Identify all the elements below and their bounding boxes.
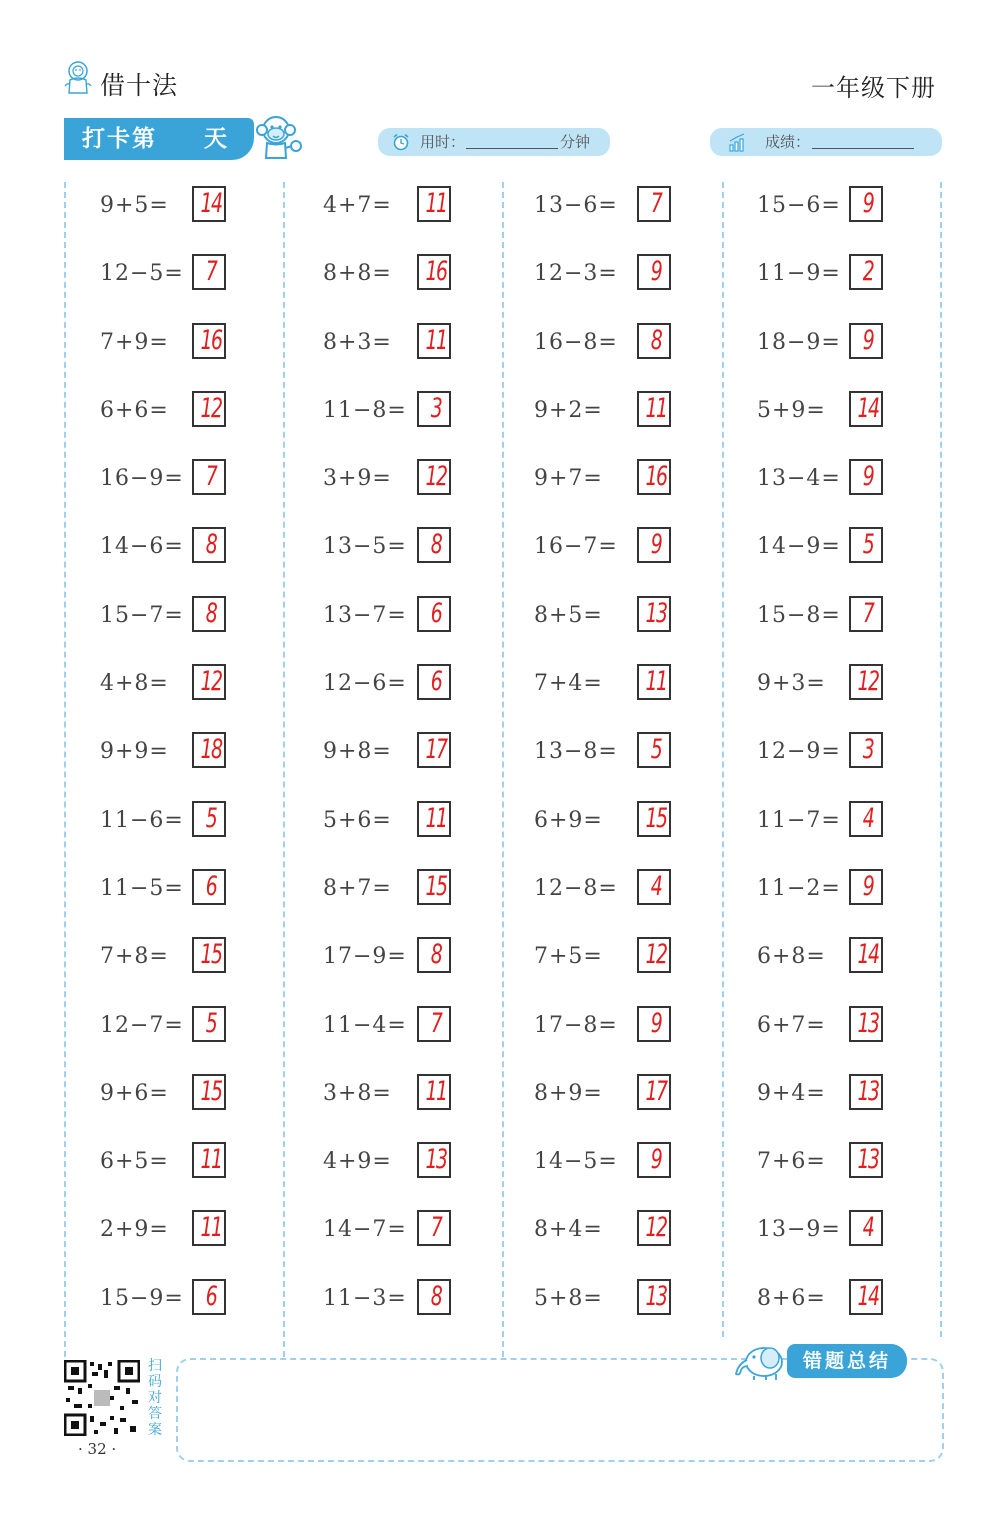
handwritten-answer: 3 bbox=[862, 734, 874, 766]
answer-box[interactable] bbox=[417, 937, 451, 973]
answer-box[interactable] bbox=[849, 527, 883, 563]
column-divider bbox=[64, 182, 66, 1357]
problem-row bbox=[757, 801, 967, 869]
problem-row bbox=[100, 1006, 310, 1074]
problem-column-1 bbox=[100, 186, 310, 1347]
answer-box[interactable] bbox=[192, 391, 226, 427]
handwritten-answer: 9 bbox=[862, 188, 874, 219]
answer-box[interactable] bbox=[637, 937, 671, 973]
problem-row bbox=[534, 596, 744, 664]
handwritten-answer: 13 bbox=[857, 1144, 879, 1176]
problem-equation: 14−5= bbox=[534, 1149, 618, 1175]
handwritten-answer: 17 bbox=[425, 734, 447, 766]
handwritten-answer: 16 bbox=[645, 461, 667, 493]
problem-row bbox=[323, 801, 533, 869]
answer-box[interactable] bbox=[849, 937, 883, 973]
problem-column-2 bbox=[323, 186, 533, 1347]
handwritten-answer: 18 bbox=[200, 734, 222, 766]
lion-mascot-icon bbox=[62, 60, 94, 96]
handwritten-answer: 5 bbox=[862, 529, 874, 561]
page-number: · 32 · bbox=[78, 1440, 117, 1458]
problem-equation: 7+4= bbox=[534, 671, 603, 697]
problem-row bbox=[534, 1006, 744, 1074]
handwritten-answer: 5 bbox=[205, 802, 217, 834]
handwritten-answer: 9 bbox=[862, 461, 874, 493]
handwritten-answer: 9 bbox=[650, 1007, 662, 1039]
answer-box[interactable] bbox=[849, 664, 883, 700]
problem-equation: 12−6= bbox=[323, 671, 407, 697]
handwritten-answer: 12 bbox=[645, 1212, 667, 1244]
problem-row bbox=[757, 732, 967, 800]
checkin-label-right: 天 bbox=[204, 126, 229, 152]
problem-equation: 11−9= bbox=[757, 261, 841, 287]
handwritten-answer: 13 bbox=[645, 597, 667, 629]
problem-row bbox=[757, 664, 967, 732]
handwritten-answer: 7 bbox=[205, 461, 217, 493]
answer-box[interactable] bbox=[849, 801, 883, 837]
handwritten-answer: 17 bbox=[645, 1075, 667, 1107]
handwritten-answer: 6 bbox=[205, 870, 217, 902]
problem-equation: 9+8= bbox=[323, 739, 392, 765]
handwritten-answer: 14 bbox=[200, 188, 222, 219]
problem-row bbox=[100, 596, 310, 664]
checkin-banner bbox=[64, 118, 254, 160]
problem-row bbox=[757, 459, 967, 527]
handwritten-answer: 11 bbox=[425, 324, 447, 356]
problem-row bbox=[323, 596, 533, 664]
handwritten-answer: 6 bbox=[430, 666, 442, 698]
problem-equation: 8+9= bbox=[534, 1080, 603, 1106]
answer-box[interactable] bbox=[417, 1142, 451, 1178]
problem-row bbox=[100, 801, 310, 869]
problem-row bbox=[757, 869, 967, 937]
problem-equation: 8+3= bbox=[323, 329, 392, 355]
problem-row bbox=[100, 1210, 310, 1278]
answer-box[interactable] bbox=[192, 596, 226, 632]
problem-equation: 3+9= bbox=[323, 466, 392, 492]
scan-for-answers-label: 扫码对答案 bbox=[148, 1358, 162, 1438]
handwritten-answer: 7 bbox=[430, 1212, 442, 1244]
problem-equation: 13−4= bbox=[757, 466, 841, 492]
handwritten-answer: 14 bbox=[857, 1280, 879, 1312]
problem-row bbox=[534, 1074, 744, 1142]
handwritten-answer: 13 bbox=[425, 1144, 447, 1176]
score-label: 成绩： bbox=[765, 133, 811, 151]
problem-row bbox=[100, 1074, 310, 1142]
problem-row bbox=[534, 732, 744, 800]
answer-box[interactable] bbox=[417, 801, 451, 837]
problem-row bbox=[757, 937, 967, 1005]
handwritten-answer: 15 bbox=[425, 870, 447, 902]
answer-box[interactable] bbox=[849, 1006, 883, 1042]
answer-box[interactable] bbox=[849, 1210, 883, 1246]
score-field bbox=[710, 128, 942, 156]
answer-box[interactable] bbox=[417, 1074, 451, 1110]
answer-box[interactable] bbox=[192, 1279, 226, 1315]
problem-equation: 13−8= bbox=[534, 739, 618, 765]
answer-box[interactable] bbox=[849, 869, 883, 905]
grade-label: 一年级下册 bbox=[811, 74, 936, 102]
problem-equation: 8+6= bbox=[757, 1285, 826, 1311]
handwritten-answer: 11 bbox=[425, 188, 447, 219]
answer-box[interactable] bbox=[849, 459, 883, 495]
handwritten-answer: 12 bbox=[200, 392, 222, 424]
problem-row bbox=[323, 1006, 533, 1074]
answer-box[interactable] bbox=[637, 1074, 671, 1110]
problem-row bbox=[757, 527, 967, 595]
problem-equation: 7+6= bbox=[757, 1149, 826, 1175]
answer-box[interactable] bbox=[192, 1142, 226, 1178]
answer-box[interactable] bbox=[637, 254, 671, 290]
handwritten-answer: 9 bbox=[650, 1144, 662, 1176]
problem-equation: 14−9= bbox=[757, 534, 841, 560]
handwritten-answer: 15 bbox=[200, 939, 222, 971]
answer-box[interactable] bbox=[849, 391, 883, 427]
problem-row bbox=[534, 1279, 744, 1347]
answer-box[interactable] bbox=[192, 186, 226, 222]
answer-box[interactable] bbox=[637, 1279, 671, 1315]
problem-equation: 9+6= bbox=[100, 1080, 169, 1106]
problem-row bbox=[534, 937, 744, 1005]
problem-equation: 13−9= bbox=[757, 1217, 841, 1243]
time-field bbox=[378, 128, 610, 156]
problem-row bbox=[534, 527, 744, 595]
problem-equation: 6+8= bbox=[757, 944, 826, 970]
handwritten-answer: 13 bbox=[857, 1075, 879, 1107]
problem-equation: 16−8= bbox=[534, 329, 618, 355]
problem-row bbox=[100, 732, 310, 800]
problem-equation: 8+4= bbox=[534, 1217, 603, 1243]
answer-box[interactable] bbox=[192, 869, 226, 905]
answer-box[interactable] bbox=[417, 391, 451, 427]
handwritten-answer: 6 bbox=[430, 597, 442, 629]
handwritten-answer: 12 bbox=[200, 666, 222, 698]
problem-equation: 11−8= bbox=[323, 397, 407, 423]
handwritten-answer: 11 bbox=[645, 392, 667, 424]
handwritten-answer: 13 bbox=[645, 1280, 667, 1312]
answer-box[interactable] bbox=[192, 323, 226, 359]
problem-row bbox=[757, 323, 967, 391]
handwritten-answer: 4 bbox=[862, 802, 874, 834]
problem-row bbox=[757, 596, 967, 664]
problem-equation: 4+8= bbox=[100, 671, 169, 697]
problem-equation: 4+9= bbox=[323, 1149, 392, 1175]
problem-equation: 6+7= bbox=[757, 1012, 826, 1038]
problem-equation: 16−9= bbox=[100, 466, 184, 492]
problem-row bbox=[534, 186, 744, 254]
problem-equation: 6+5= bbox=[100, 1149, 169, 1175]
problem-row bbox=[534, 1142, 744, 1210]
problem-row bbox=[534, 801, 744, 869]
answer-box[interactable] bbox=[637, 459, 671, 495]
answer-box[interactable] bbox=[417, 459, 451, 495]
problem-row bbox=[100, 1142, 310, 1210]
handwritten-answer: 8 bbox=[430, 1280, 442, 1312]
handwritten-answer: 5 bbox=[650, 734, 662, 766]
answer-box[interactable] bbox=[417, 1006, 451, 1042]
answer-box[interactable] bbox=[637, 801, 671, 837]
handwritten-answer: 8 bbox=[430, 939, 442, 971]
answer-box[interactable] bbox=[417, 664, 451, 700]
answer-box[interactable] bbox=[849, 323, 883, 359]
problem-equation: 15−7= bbox=[100, 602, 184, 628]
answer-box[interactable] bbox=[192, 254, 226, 290]
problem-equation: 5+8= bbox=[534, 1285, 603, 1311]
handwritten-answer: 13 bbox=[857, 1007, 879, 1039]
handwritten-answer: 11 bbox=[425, 1075, 447, 1107]
problem-row bbox=[757, 1210, 967, 1278]
problem-equation: 14−6= bbox=[100, 534, 184, 560]
mistake-summary-tag: 错题总结 bbox=[787, 1344, 907, 1378]
problem-row bbox=[757, 1006, 967, 1074]
answer-box[interactable] bbox=[417, 254, 451, 290]
problem-row bbox=[323, 1210, 533, 1278]
problem-equation: 7+8= bbox=[100, 944, 169, 970]
problem-equation: 8+8= bbox=[323, 261, 392, 287]
problem-row bbox=[323, 732, 533, 800]
problem-row bbox=[323, 254, 533, 322]
problem-equation: 2+9= bbox=[100, 1217, 169, 1243]
answer-box[interactable] bbox=[849, 596, 883, 632]
problem-row bbox=[534, 323, 744, 391]
problem-equation: 17−8= bbox=[534, 1012, 618, 1038]
problem-equation: 3+8= bbox=[323, 1080, 392, 1106]
problem-row bbox=[757, 1074, 967, 1142]
handwritten-answer: 15 bbox=[645, 802, 667, 834]
time-unit: 分钟 bbox=[560, 133, 591, 151]
handwritten-answer: 4 bbox=[862, 1212, 874, 1244]
problem-equation: 12−5= bbox=[100, 261, 184, 287]
problem-equation: 6+9= bbox=[534, 807, 603, 833]
problem-equation: 9+7= bbox=[534, 466, 603, 492]
answer-box[interactable] bbox=[849, 1279, 883, 1315]
answer-box[interactable] bbox=[637, 1006, 671, 1042]
problem-row bbox=[323, 391, 533, 459]
problem-row bbox=[323, 459, 533, 527]
answer-box[interactable] bbox=[849, 1142, 883, 1178]
problem-row bbox=[534, 664, 744, 732]
answer-box[interactable] bbox=[417, 596, 451, 632]
handwritten-answer: 2 bbox=[862, 256, 874, 288]
problem-row bbox=[323, 869, 533, 937]
problem-equation: 17−9= bbox=[323, 944, 407, 970]
answer-box[interactable] bbox=[192, 937, 226, 973]
problem-equation: 9+4= bbox=[757, 1080, 826, 1106]
answer-box[interactable] bbox=[637, 869, 671, 905]
answer-box[interactable] bbox=[192, 801, 226, 837]
handwritten-answer: 11 bbox=[200, 1212, 222, 1244]
handwritten-answer: 9 bbox=[650, 529, 662, 561]
problem-row bbox=[757, 254, 967, 322]
handwritten-answer: 7 bbox=[862, 597, 874, 629]
problem-row bbox=[100, 254, 310, 322]
problem-equation: 9+3= bbox=[757, 671, 826, 697]
handwritten-answer: 9 bbox=[862, 870, 874, 902]
handwritten-answer: 7 bbox=[430, 1007, 442, 1039]
handwritten-answer: 5 bbox=[205, 1007, 217, 1039]
problem-row bbox=[323, 664, 533, 732]
problem-equation: 13−7= bbox=[323, 602, 407, 628]
score-blank[interactable] bbox=[812, 132, 914, 149]
handwritten-answer: 8 bbox=[205, 529, 217, 561]
answer-box[interactable] bbox=[417, 869, 451, 905]
answer-box[interactable] bbox=[417, 1210, 451, 1246]
problem-equation: 7+5= bbox=[534, 944, 603, 970]
problem-equation: 12−9= bbox=[757, 739, 841, 765]
problem-equation: 14−7= bbox=[323, 1217, 407, 1243]
problem-row bbox=[100, 1279, 310, 1347]
handwritten-answer: 8 bbox=[430, 529, 442, 561]
answer-box[interactable] bbox=[192, 527, 226, 563]
problem-row bbox=[100, 186, 310, 254]
problem-row bbox=[534, 1210, 744, 1278]
problem-equation: 9+5= bbox=[100, 193, 169, 218]
time-blank[interactable] bbox=[466, 132, 558, 149]
handwritten-answer: 4 bbox=[650, 870, 662, 902]
alarm-clock-icon bbox=[392, 133, 410, 151]
answer-box[interactable] bbox=[637, 596, 671, 632]
qr-code[interactable] bbox=[64, 1360, 140, 1436]
handwritten-answer: 12 bbox=[645, 939, 667, 971]
problem-equation: 15−9= bbox=[100, 1285, 184, 1311]
problem-row bbox=[534, 869, 744, 937]
problem-equation: 12−3= bbox=[534, 261, 618, 287]
problem-row bbox=[757, 1279, 967, 1347]
problem-row bbox=[323, 1074, 533, 1142]
problem-row bbox=[323, 1279, 533, 1347]
problem-row bbox=[323, 323, 533, 391]
problem-row bbox=[534, 391, 744, 459]
problem-row bbox=[100, 869, 310, 937]
problem-equation: 13−6= bbox=[534, 193, 618, 218]
handwritten-answer: 9 bbox=[650, 256, 662, 288]
problem-equation: 4+7= bbox=[323, 193, 392, 218]
problem-row bbox=[757, 1142, 967, 1210]
problem-row bbox=[323, 527, 533, 595]
answer-box[interactable] bbox=[192, 732, 226, 768]
answer-box[interactable] bbox=[637, 527, 671, 563]
answer-box[interactable] bbox=[192, 1074, 226, 1110]
problem-equation: 12−7= bbox=[100, 1012, 184, 1038]
answer-box[interactable] bbox=[417, 1279, 451, 1315]
problem-equation: 7+9= bbox=[100, 329, 169, 355]
answer-box[interactable] bbox=[637, 1142, 671, 1178]
answer-box[interactable] bbox=[637, 186, 671, 222]
handwritten-answer: 7 bbox=[650, 188, 662, 219]
handwritten-answer: 16 bbox=[200, 324, 222, 356]
answer-box[interactable] bbox=[637, 391, 671, 427]
answer-box[interactable] bbox=[849, 186, 883, 222]
problem-row bbox=[100, 527, 310, 595]
answer-box[interactable] bbox=[849, 1074, 883, 1110]
answer-box[interactable] bbox=[637, 664, 671, 700]
problem-equation: 5+6= bbox=[323, 807, 392, 833]
problem-row bbox=[323, 1142, 533, 1210]
answer-box[interactable] bbox=[417, 323, 451, 359]
problem-row bbox=[100, 664, 310, 732]
problem-row bbox=[323, 186, 533, 254]
problem-row bbox=[100, 323, 310, 391]
problem-equation: 11−6= bbox=[100, 807, 184, 833]
handwritten-answer: 14 bbox=[857, 939, 879, 971]
answer-box[interactable] bbox=[637, 1210, 671, 1246]
problem-equation: 13−5= bbox=[323, 534, 407, 560]
checkin-label-left: 打卡第 bbox=[82, 126, 157, 152]
answer-box[interactable] bbox=[192, 664, 226, 700]
handwritten-answer: 3 bbox=[430, 392, 442, 424]
problem-equation: 9+9= bbox=[100, 739, 169, 765]
time-label: 用时： bbox=[420, 133, 466, 151]
handwritten-answer: 12 bbox=[425, 461, 447, 493]
problem-row bbox=[100, 391, 310, 459]
answer-box[interactable] bbox=[417, 732, 451, 768]
handwritten-answer: 8 bbox=[650, 324, 662, 356]
problem-equation: 12−8= bbox=[534, 875, 618, 901]
answer-box[interactable] bbox=[417, 186, 451, 222]
problem-row bbox=[534, 459, 744, 527]
problem-column-4 bbox=[757, 186, 967, 1347]
problem-equation: 5+9= bbox=[757, 397, 826, 423]
problem-equation: 6+6= bbox=[100, 397, 169, 423]
problem-equation: 11−5= bbox=[100, 875, 184, 901]
answer-box[interactable] bbox=[192, 1210, 226, 1246]
handwritten-answer: 16 bbox=[425, 256, 447, 288]
problem-equation: 8+5= bbox=[534, 602, 603, 628]
problem-equation: 16−7= bbox=[534, 534, 618, 560]
problem-equation: 15−8= bbox=[757, 602, 841, 628]
problem-equation: 15−6= bbox=[757, 193, 841, 218]
problem-equation: 11−3= bbox=[323, 1285, 407, 1311]
problem-row bbox=[100, 459, 310, 527]
problem-row bbox=[757, 186, 967, 254]
problem-equation: 18−9= bbox=[757, 329, 841, 355]
bar-chart-icon bbox=[728, 132, 748, 152]
handwritten-answer: 11 bbox=[200, 1144, 222, 1176]
answer-box[interactable] bbox=[637, 323, 671, 359]
problem-equation: 9+2= bbox=[534, 397, 603, 423]
answer-box[interactable] bbox=[849, 254, 883, 290]
problem-equation: 11−2= bbox=[757, 875, 841, 901]
monkey-mascot-icon bbox=[252, 112, 308, 166]
problem-row bbox=[757, 391, 967, 459]
elephant-mascot-icon bbox=[732, 1340, 790, 1382]
problem-equation: 8+7= bbox=[323, 875, 392, 901]
problem-row bbox=[100, 937, 310, 1005]
handwritten-answer: 6 bbox=[205, 1280, 217, 1312]
handwritten-answer: 14 bbox=[857, 392, 879, 424]
problem-equation: 11−7= bbox=[757, 807, 841, 833]
handwritten-answer: 8 bbox=[205, 597, 217, 629]
handwritten-answer: 12 bbox=[857, 666, 879, 698]
handwritten-answer: 11 bbox=[645, 666, 667, 698]
problem-row bbox=[534, 254, 744, 322]
answer-box[interactable] bbox=[849, 732, 883, 768]
handwritten-answer: 15 bbox=[200, 1075, 222, 1107]
handwritten-answer: 11 bbox=[425, 802, 447, 834]
answer-box[interactable] bbox=[417, 527, 451, 563]
answer-box[interactable] bbox=[192, 1006, 226, 1042]
problem-column-3 bbox=[534, 186, 744, 1347]
answer-box[interactable] bbox=[637, 732, 671, 768]
handwritten-answer: 7 bbox=[205, 256, 217, 288]
topic-title: 借十法 bbox=[100, 71, 179, 100]
problem-equation: 11−4= bbox=[323, 1012, 407, 1038]
handwritten-answer: 9 bbox=[862, 324, 874, 356]
answer-box[interactable] bbox=[192, 459, 226, 495]
problem-row bbox=[323, 937, 533, 1005]
